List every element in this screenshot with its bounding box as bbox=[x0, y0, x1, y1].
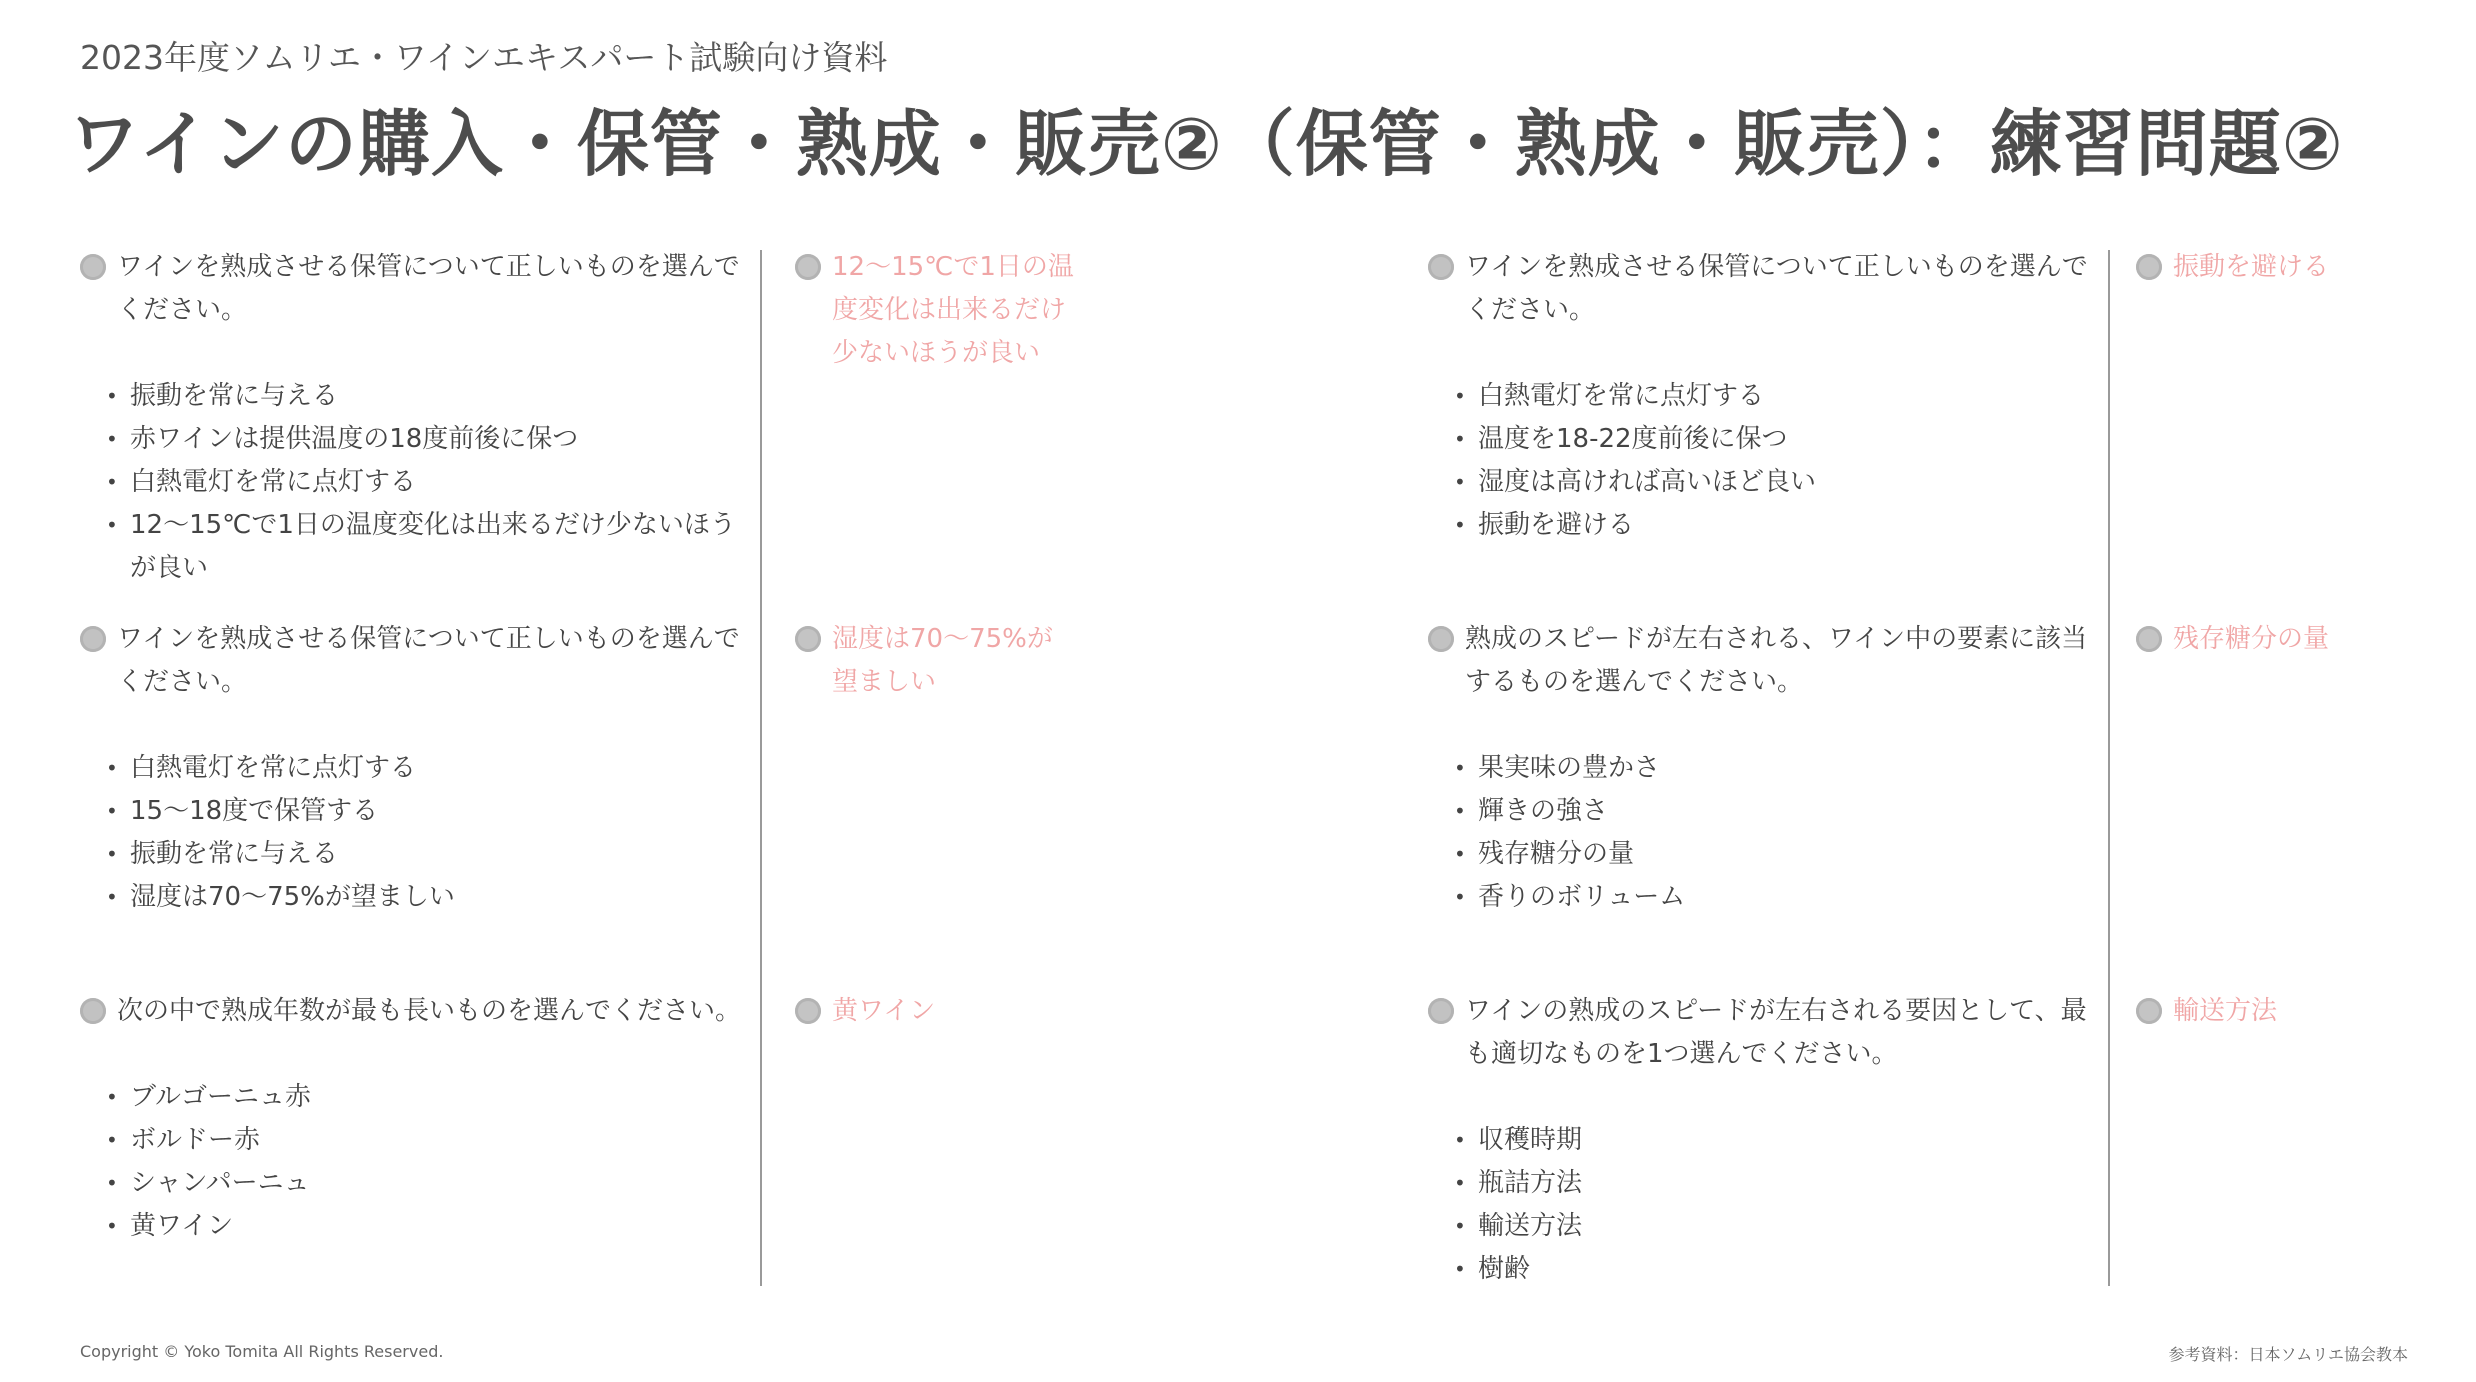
option-item: • 白熱電灯を常に点灯する bbox=[130, 461, 748, 504]
answer-text: 12〜15℃で1日の温度変化は出来るだけ少ないほうが良い bbox=[832, 252, 1074, 368]
question-heading bbox=[1428, 618, 2096, 704]
answer-text: 振動を避ける bbox=[2173, 252, 2330, 282]
option-item: • ブルゴーニュ赤 bbox=[130, 1076, 780, 1119]
answer-block-right-1 bbox=[2136, 246, 2426, 289]
option-list bbox=[80, 747, 748, 919]
answer-heading bbox=[795, 246, 1085, 375]
circle-bullet-icon bbox=[2136, 254, 2162, 280]
question-heading bbox=[80, 990, 780, 1033]
option-item: • 果実味の豊かさ bbox=[1478, 747, 2096, 790]
question-text: ワインを熟成させる保管について正しいものを選んでください。 bbox=[1465, 252, 2088, 325]
option-item: • 収穫時期 bbox=[1478, 1119, 2096, 1162]
answer-text: 残存糖分の量 bbox=[2173, 624, 2330, 654]
reference-text: 参考資料：日本ソムリエ協会教本 bbox=[2168, 1345, 2408, 1364]
question-block-right-1 bbox=[1428, 246, 2096, 547]
circle-bullet-icon bbox=[1428, 626, 1454, 652]
answer-block-left-1 bbox=[795, 246, 1085, 375]
option-item: • 瓶詰方法 bbox=[1478, 1162, 2096, 1205]
option-list bbox=[1428, 747, 2096, 919]
question-text: ワインを熟成させる保管について正しいものを選んでください。 bbox=[117, 624, 740, 697]
option-item: • 振動を避ける bbox=[1478, 504, 2096, 547]
circle-bullet-icon bbox=[80, 626, 106, 652]
answer-heading bbox=[795, 990, 1085, 1033]
question-text: ワインを熟成させる保管について正しいものを選んでください。 bbox=[117, 252, 740, 325]
answer-heading bbox=[2136, 618, 2426, 661]
option-item: • 振動を常に与える bbox=[130, 833, 748, 876]
question-block-right-2 bbox=[1428, 618, 2096, 919]
option-list bbox=[80, 375, 748, 590]
answer-heading bbox=[2136, 246, 2426, 289]
answer-text: 輸送方法 bbox=[2173, 996, 2278, 1026]
answer-block-left-2 bbox=[795, 618, 1065, 704]
question-heading bbox=[80, 618, 748, 704]
option-item: • 樹齢 bbox=[1478, 1248, 2096, 1291]
question-text: ワインの熟成のスピードが左右される要因として、最も適切なものを1つ選んでください。 bbox=[1465, 996, 2087, 1069]
option-item: • 輸送方法 bbox=[1478, 1205, 2096, 1248]
option-item: • 15〜18度で保管する bbox=[130, 790, 748, 833]
page-subtitle: 2023年度ソムリエ・ワインエキスパート試験向け資料 bbox=[80, 38, 888, 77]
option-item: • 残存糖分の量 bbox=[1478, 833, 2096, 876]
circle-bullet-icon bbox=[795, 626, 821, 652]
question-heading bbox=[1428, 246, 2096, 332]
copyright-text: Copyright © Yoko Tomita All Rights Reserved. bbox=[80, 1342, 444, 1361]
option-list bbox=[1428, 375, 2096, 547]
option-item: • 黄ワイン bbox=[130, 1205, 780, 1248]
answer-heading bbox=[2136, 990, 2426, 1033]
answer-block-right-3 bbox=[2136, 990, 2426, 1033]
option-item: • 輝きの強さ bbox=[1478, 790, 2096, 833]
circle-bullet-icon bbox=[1428, 998, 1454, 1024]
question-block-right-3 bbox=[1428, 990, 2096, 1291]
option-item: • 香りのボリューム bbox=[1478, 876, 2096, 919]
circle-bullet-icon bbox=[80, 254, 106, 280]
answer-block-right-2 bbox=[2136, 618, 2426, 661]
circle-bullet-icon bbox=[80, 998, 106, 1024]
question-text: 次の中で熟成年数が最も長いものを選んでください。 bbox=[117, 996, 742, 1026]
question-heading bbox=[1428, 990, 2096, 1076]
circle-bullet-icon bbox=[1428, 254, 1454, 280]
answer-text: 黄ワイン bbox=[832, 996, 936, 1026]
circle-bullet-icon bbox=[795, 254, 821, 280]
option-list bbox=[80, 1076, 780, 1248]
answer-block-left-3 bbox=[795, 990, 1085, 1033]
question-heading bbox=[80, 246, 748, 332]
circle-bullet-icon bbox=[2136, 998, 2162, 1024]
question-block-left-2 bbox=[80, 618, 748, 919]
question-text: 熟成のスピードが左右される、ワイン中の要素に該当するものを選んでください。 bbox=[1465, 624, 2088, 697]
option-item: • 温度を18-22度前後に保つ bbox=[1478, 418, 2096, 461]
answer-heading bbox=[795, 618, 1065, 704]
option-item: • 白熱電灯を常に点灯する bbox=[1478, 375, 2096, 418]
question-block-left-3 bbox=[80, 990, 780, 1248]
option-item: • 湿度は70〜75%が望ましい bbox=[130, 876, 748, 919]
option-item: • ボルドー赤 bbox=[130, 1119, 780, 1162]
option-item: • シャンパーニュ bbox=[130, 1162, 780, 1205]
option-item: • 12〜15℃で1日の温度変化は出来るだけ少ないほうが良い bbox=[130, 504, 748, 590]
question-block-left-1 bbox=[80, 246, 748, 590]
option-item: • 湿度は高ければ高いほど良い bbox=[1478, 461, 2096, 504]
option-item: • 赤ワインは提供温度の18度前後に保つ bbox=[130, 418, 748, 461]
option-item: • 白熱電灯を常に点灯する bbox=[130, 747, 748, 790]
option-list bbox=[1428, 1119, 2096, 1291]
circle-bullet-icon bbox=[795, 998, 821, 1024]
page-title: ワインの購入・保管・熟成・販売②（保管・熟成・販売）：練習問題② bbox=[68, 102, 2344, 186]
circle-bullet-icon bbox=[2136, 626, 2162, 652]
option-item: • 振動を常に与える bbox=[130, 375, 748, 418]
column-divider-right bbox=[2108, 250, 2110, 1286]
answer-text: 湿度は70〜75%が望ましい bbox=[832, 624, 1053, 697]
